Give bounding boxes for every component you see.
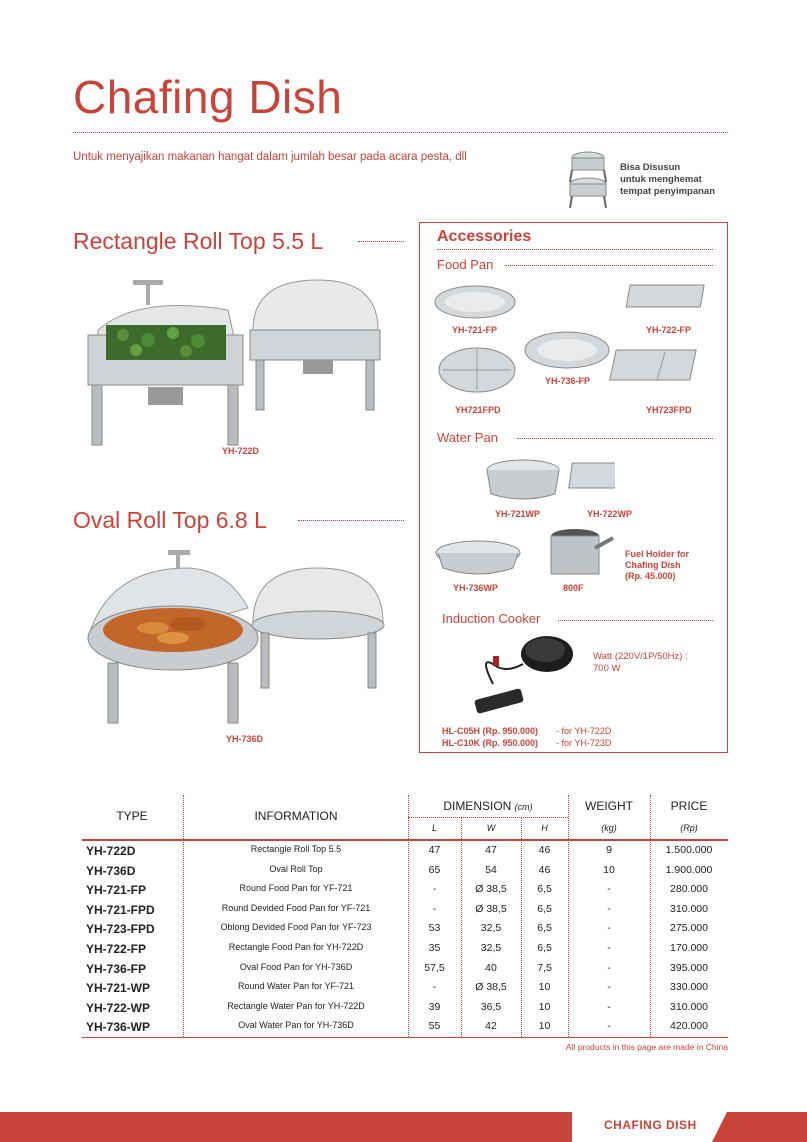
water-pan-code: YH-736WP xyxy=(453,583,499,593)
cell-w: Ø 38,5 xyxy=(475,902,507,915)
col-info: INFORMATION xyxy=(254,809,338,823)
product-title-rectangle: Rectangle Roll Top 5.5 L xyxy=(73,228,324,254)
water-pan-images xyxy=(435,458,615,583)
col-divider xyxy=(461,817,462,1037)
cell-type: YH-721-FP xyxy=(86,883,147,898)
table-row xyxy=(82,841,728,861)
induction-title: Induction Cooker xyxy=(442,611,541,626)
spec-table xyxy=(82,795,728,1037)
cell-weight: - xyxy=(607,961,611,974)
cell-w: 32,5 xyxy=(480,941,502,954)
cell-w: 42 xyxy=(485,1020,497,1033)
cell-info: Rectangle Roll Top 5.5 xyxy=(250,844,342,854)
food-pan-code: YH-721-FP xyxy=(452,325,498,335)
cell-h: 7,5 xyxy=(537,961,552,974)
cell-info: Rectangle Food Pan for YH-722D xyxy=(228,941,364,952)
cell-type: YH-721-WP xyxy=(86,981,151,996)
table-row xyxy=(82,880,728,900)
cell-type: YH-723-FPD xyxy=(86,922,155,937)
cell-type: YH-721-FPD xyxy=(86,902,155,917)
cell-w: 54 xyxy=(485,863,497,876)
cell-h: 46 xyxy=(538,844,551,856)
cell-type: YH-722-WP xyxy=(86,1000,151,1015)
page-subtitle: Untuk menyajikan makanan hangat dalam jumlah besar pada acara pesta, dll xyxy=(73,151,467,163)
fuel-holder-code: 800F xyxy=(563,583,584,593)
cell-price: 310.000 xyxy=(670,1000,708,1013)
cell-info: Round Water Pan for YF-721 xyxy=(237,981,355,992)
cell-h: 6,5 xyxy=(537,883,552,896)
cell-info: Round Devided Food Pan for YF-721 xyxy=(221,902,371,913)
title-divider xyxy=(73,132,728,133)
table-footnote: All products in this page are made in China xyxy=(565,1042,728,1052)
fuel-holder-note: Fuel Holder for Chafing Dish (Rp. 45.000) xyxy=(625,549,690,581)
product-code: YH-722D xyxy=(222,446,260,456)
food-pan-code: YH721FPD xyxy=(455,405,501,415)
cell-price: 330.000 xyxy=(670,981,708,994)
cell-l: 57,5 xyxy=(424,961,445,974)
induction-model-note: - for YH-722D xyxy=(556,726,612,736)
col-divider xyxy=(521,817,522,1037)
product-title-divider xyxy=(298,520,404,521)
cell-weight: - xyxy=(607,941,611,954)
cell-h: 10 xyxy=(538,1000,551,1013)
page-title: Chafing Dish xyxy=(73,71,343,123)
cell-price: 1.500.000 xyxy=(665,844,713,856)
col-w: W xyxy=(486,823,496,833)
cell-l: 55 xyxy=(428,1020,441,1033)
col-type: TYPE xyxy=(116,809,148,823)
cell-h: 10 xyxy=(538,1020,551,1033)
table-row xyxy=(82,1017,728,1037)
cell-price: 170.000 xyxy=(670,941,708,954)
col-kg: (kg) xyxy=(601,823,617,833)
cell-l: 39 xyxy=(428,1000,441,1013)
cell-weight: - xyxy=(607,981,611,994)
cell-weight: - xyxy=(607,1000,611,1013)
cell-l: - xyxy=(432,902,437,915)
col-price: PRICE xyxy=(670,799,708,813)
table-row xyxy=(82,900,728,920)
cell-l: - xyxy=(432,883,437,896)
col-divider xyxy=(183,795,184,1037)
table-row xyxy=(82,861,728,881)
cell-type: YH-736-WP xyxy=(86,1020,151,1035)
cell-weight: - xyxy=(607,922,611,935)
cell-price: 280.000 xyxy=(670,883,708,896)
table-row xyxy=(82,959,728,979)
cell-type: YH-722D xyxy=(86,844,136,858)
food-pan-code: YH-736-FP xyxy=(545,376,591,386)
dimension-divider xyxy=(408,817,568,818)
cell-l: 53 xyxy=(428,922,441,935)
col-rp: (Rp) xyxy=(680,823,698,833)
food-pan-code: YH723FPD xyxy=(646,405,692,415)
cell-l: 47 xyxy=(428,844,441,856)
induction-model-code: HL-C10K (Rp. 950.000) xyxy=(442,738,539,748)
cell-h: 6,5 xyxy=(537,902,552,915)
accessories-divider xyxy=(437,249,713,250)
oval-chafing-dish-image xyxy=(78,548,388,733)
table-row xyxy=(82,939,728,959)
table-bottom-line xyxy=(82,1037,728,1038)
food-pan-divider xyxy=(505,265,713,266)
table-row xyxy=(82,978,728,998)
food-pan-code: YH-722-FP xyxy=(646,325,692,335)
cell-l: 35 xyxy=(428,941,441,954)
cell-w: Ø 38,5 xyxy=(475,883,507,896)
cell-w: 36,5 xyxy=(480,1000,502,1013)
induction-model-code: HL-C05H (Rp. 950.000) xyxy=(442,726,539,736)
food-pan-images xyxy=(433,280,723,405)
cell-type: YH-736-FP xyxy=(86,961,147,976)
cell-price: 395.000 xyxy=(670,961,708,974)
cell-price: 420.000 xyxy=(670,1020,708,1033)
cell-info: Oval Roll Top xyxy=(269,863,323,874)
table-row xyxy=(82,919,728,939)
cell-type: YH-736D xyxy=(86,863,136,878)
col-divider xyxy=(568,795,569,1037)
cell-l: - xyxy=(432,981,437,994)
cell-info: Rectangle Water Pan for YH-722D xyxy=(227,1000,365,1011)
water-pan-code: YH-721WP xyxy=(495,509,541,519)
water-pan-divider xyxy=(517,438,713,439)
rectangle-chafing-dish-image xyxy=(78,275,388,465)
cell-weight: - xyxy=(607,883,611,896)
induction-model-note: - for YH-723D xyxy=(556,738,612,748)
induction-watt: Watt (220V/1P/50Hz) : 700 W xyxy=(593,651,688,674)
cell-info: Oval Water Pan for YH-736D xyxy=(238,1020,354,1031)
cell-type: YH-722-FP xyxy=(86,941,147,956)
cell-h: 10 xyxy=(538,981,551,994)
cell-w: 47 xyxy=(485,844,497,856)
water-pan-code: YH-722WP xyxy=(587,509,633,519)
food-pan-title: Food Pan xyxy=(437,257,494,272)
cell-weight: - xyxy=(607,902,611,915)
cell-info: Oval Food Pan for YH-736D xyxy=(239,961,353,972)
stacked-dish-image xyxy=(562,148,614,210)
col-divider xyxy=(408,795,409,1037)
cell-price: 310.000 xyxy=(670,902,708,915)
cell-h: 6,5 xyxy=(537,922,552,935)
cell-weight: 10 xyxy=(603,863,615,876)
cell-h: 6,5 xyxy=(537,941,552,954)
stackable-note: Bisa Disusun untuk menghemat tempat penyimpanan xyxy=(620,162,716,197)
product-title-divider xyxy=(358,241,404,242)
cell-h: 46 xyxy=(538,863,551,876)
col-dimension: DIMENSION (cm) xyxy=(443,799,533,813)
cell-price: 275.000 xyxy=(670,922,708,935)
cell-price: 1.900.000 xyxy=(665,863,713,876)
cell-weight: 9 xyxy=(606,844,612,856)
col-l: L xyxy=(431,823,437,833)
col-h: H xyxy=(541,823,548,833)
accessories-title: Accessories xyxy=(437,228,532,245)
induction-cooker-image xyxy=(465,634,585,716)
cell-w: Ø 38,5 xyxy=(475,981,507,994)
cell-w: 40 xyxy=(485,961,497,974)
table-body xyxy=(82,841,728,1037)
induction-divider xyxy=(558,620,713,621)
cell-w: 32,5 xyxy=(480,922,502,935)
col-weight: WEIGHT xyxy=(585,799,633,813)
water-pan-title: Water Pan xyxy=(437,430,498,445)
product-title-oval: Oval Roll Top 6.8 L xyxy=(73,507,267,533)
table-header xyxy=(82,795,728,841)
table-row xyxy=(82,998,728,1018)
col-divider xyxy=(650,795,651,1037)
cell-info: Round Food Pan for YF-721 xyxy=(239,883,353,894)
cell-l: 65 xyxy=(428,863,441,876)
footer-label: CHAFING DISH xyxy=(604,1118,697,1132)
cell-info: Oblong Devided Food Pan for YF-723 xyxy=(220,922,372,933)
cell-weight: - xyxy=(607,1020,611,1033)
product-code: YH-736D xyxy=(226,734,264,744)
